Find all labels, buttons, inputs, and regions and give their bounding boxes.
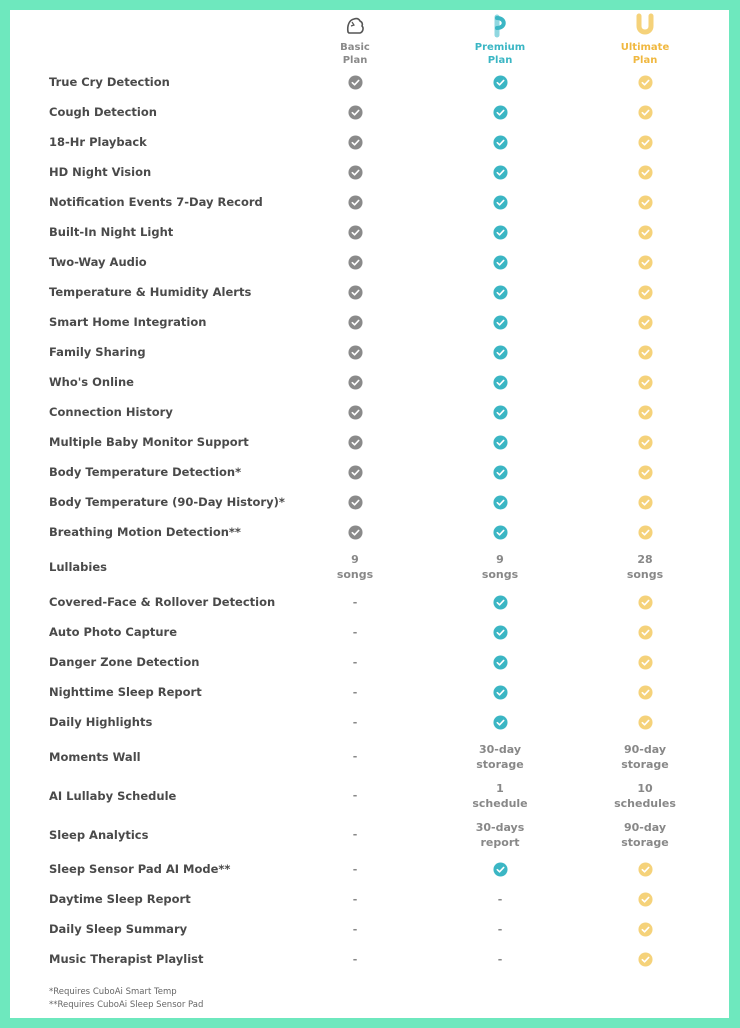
cell-ultimate xyxy=(590,217,700,247)
cell-premium xyxy=(445,587,555,617)
table-row xyxy=(10,707,729,737)
footnote-sleep-sensor: **Requires CuboAi Sleep Sensor Pad xyxy=(49,1000,204,1010)
cell-ultimate xyxy=(590,397,700,427)
cell-ultimate xyxy=(590,815,700,854)
cell-basic xyxy=(300,854,410,884)
not-included-dash: - xyxy=(352,789,358,802)
feature-name: Music Therapist Playlist xyxy=(49,952,204,966)
cell-basic xyxy=(300,397,410,427)
cell-basic xyxy=(300,487,410,517)
table-row xyxy=(10,277,729,307)
check-icon xyxy=(493,435,508,450)
table-row xyxy=(10,647,729,677)
table-row xyxy=(10,187,729,217)
check-icon xyxy=(493,285,508,300)
check-icon xyxy=(493,75,508,90)
feature-name: Multiple Baby Monitor Support xyxy=(49,435,249,449)
check-icon xyxy=(348,375,363,390)
not-included-dash: - xyxy=(352,655,358,669)
cell-basic xyxy=(300,677,410,707)
cell-ultimate xyxy=(590,337,700,367)
check-icon xyxy=(348,195,363,210)
check-icon xyxy=(638,255,653,270)
check-icon xyxy=(348,315,363,330)
cell-basic xyxy=(300,247,410,277)
table-row xyxy=(10,217,729,247)
cell-basic xyxy=(300,776,410,815)
cell-basic xyxy=(300,427,410,457)
table-row xyxy=(10,776,729,815)
feature-name: Temperature & Humidity Alerts xyxy=(49,285,252,299)
check-icon xyxy=(638,435,653,450)
not-included-dash: - xyxy=(352,952,358,966)
cell-premium xyxy=(445,97,555,127)
cell-premium xyxy=(445,457,555,487)
cell-basic xyxy=(300,277,410,307)
table-row xyxy=(10,517,729,547)
table-row xyxy=(10,307,729,337)
check-icon xyxy=(638,862,653,877)
cell-ultimate xyxy=(590,307,700,337)
cell-value: 90-day storage xyxy=(621,820,669,849)
check-icon xyxy=(348,405,363,420)
cell-ultimate xyxy=(590,517,700,547)
check-icon xyxy=(493,685,508,700)
cell-premium xyxy=(445,67,555,97)
cell-premium xyxy=(445,427,555,457)
not-included-dash: - xyxy=(352,685,358,699)
cell-premium xyxy=(445,854,555,884)
table-row xyxy=(10,337,729,367)
feature-name: Daily Highlights xyxy=(49,715,153,729)
ultimate-u-icon xyxy=(590,10,700,42)
cell-ultimate xyxy=(590,127,700,157)
table-row xyxy=(10,397,729,427)
check-icon xyxy=(348,495,363,510)
cell-premium xyxy=(445,397,555,427)
check-icon xyxy=(638,922,653,937)
cell-premium xyxy=(445,884,555,914)
feature-name: Moments Wall xyxy=(49,749,141,764)
cell-ultimate xyxy=(590,457,700,487)
feature-name: Body Temperature (90-Day History)* xyxy=(49,495,285,509)
feature-name: Lullabies xyxy=(49,560,107,574)
cell-basic xyxy=(300,737,410,776)
not-included-dash: - xyxy=(352,595,358,609)
cell-ultimate xyxy=(590,647,700,677)
check-icon xyxy=(348,225,363,240)
check-icon xyxy=(493,495,508,510)
cell-ultimate xyxy=(590,97,700,127)
cell-basic xyxy=(300,587,410,617)
table-row xyxy=(10,884,729,914)
check-icon xyxy=(638,595,653,610)
table-row xyxy=(10,67,729,97)
table-row xyxy=(10,944,729,974)
feature-name: Body Temperature Detection* xyxy=(49,465,242,479)
plan-header-ultimate xyxy=(590,10,700,67)
feature-name: Family Sharing xyxy=(49,345,146,359)
not-included-dash: - xyxy=(352,922,358,936)
check-icon xyxy=(348,465,363,480)
check-icon xyxy=(493,255,508,270)
plan-name: Ultimate Plan xyxy=(620,42,670,66)
feature-name: Covered-Face & Rollover Detection xyxy=(49,595,276,609)
table-row xyxy=(10,677,729,707)
feature-name: Sleep Analytics xyxy=(49,827,149,842)
cell-ultimate xyxy=(590,944,700,974)
check-icon xyxy=(638,75,653,90)
table-row xyxy=(10,457,729,487)
cell-ultimate xyxy=(590,247,700,277)
check-icon xyxy=(493,375,508,390)
cell-premium xyxy=(445,776,555,815)
plan-header-premium xyxy=(445,10,555,67)
check-icon xyxy=(638,465,653,480)
check-icon xyxy=(493,465,508,480)
check-icon xyxy=(638,952,653,967)
cell-basic xyxy=(300,884,410,914)
feature-name: True Cry Detection xyxy=(49,75,170,89)
table-row xyxy=(10,587,729,617)
feature-name: HD Night Vision xyxy=(49,165,152,179)
cell-ultimate xyxy=(590,587,700,617)
check-icon xyxy=(638,525,653,540)
premium-p-icon xyxy=(445,10,555,42)
not-included-dash: - xyxy=(352,828,358,841)
check-icon xyxy=(493,862,508,877)
cell-premium xyxy=(445,517,555,547)
not-included-dash: - xyxy=(497,922,503,936)
not-included-dash: - xyxy=(352,625,358,639)
cell-basic xyxy=(300,617,410,647)
cell-value: 9 songs xyxy=(336,553,374,581)
cell-value: 9 songs xyxy=(481,553,519,581)
check-icon xyxy=(493,595,508,610)
cell-premium xyxy=(445,487,555,517)
cell-basic xyxy=(300,707,410,737)
feature-name: Daily Sleep Summary xyxy=(49,922,188,936)
cell-ultimate xyxy=(590,677,700,707)
not-included-dash: - xyxy=(352,862,358,876)
cell-ultimate xyxy=(590,547,700,587)
cell-basic xyxy=(300,127,410,157)
check-icon xyxy=(493,105,508,120)
feature-name: Notification Events 7-Day Record xyxy=(49,195,263,209)
cell-value: 28 songs xyxy=(626,553,664,581)
feature-name: Built-In Night Light xyxy=(49,225,174,239)
cell-ultimate xyxy=(590,187,700,217)
check-icon xyxy=(348,135,363,150)
check-icon xyxy=(493,405,508,420)
cell-ultimate xyxy=(590,737,700,776)
cell-premium xyxy=(445,647,555,677)
cell-basic xyxy=(300,67,410,97)
feature-name: Who's Online xyxy=(49,375,134,389)
cell-basic xyxy=(300,157,410,187)
check-icon xyxy=(348,255,363,270)
cell-value: 1 schedule xyxy=(472,781,528,810)
cell-basic xyxy=(300,517,410,547)
feature-name: Breathing Motion Detection** xyxy=(49,525,241,539)
check-icon xyxy=(493,525,508,540)
check-icon xyxy=(348,105,363,120)
check-icon xyxy=(638,285,653,300)
feature-name: Daytime Sleep Report xyxy=(49,892,191,906)
check-icon xyxy=(493,625,508,640)
cell-value: 10 schedules xyxy=(614,781,676,810)
cell-premium xyxy=(445,157,555,187)
cell-value: 90-day storage xyxy=(621,742,669,771)
cell-premium xyxy=(445,337,555,367)
cell-basic xyxy=(300,217,410,247)
cell-ultimate xyxy=(590,67,700,97)
check-icon xyxy=(638,685,653,700)
check-icon xyxy=(493,715,508,730)
cell-ultimate xyxy=(590,914,700,944)
cell-premium xyxy=(445,944,555,974)
cell-value: 30-days report xyxy=(475,820,525,849)
plan-comparison-card xyxy=(10,10,729,1018)
feature-name: AI Lullaby Schedule xyxy=(49,788,177,803)
table-row xyxy=(10,247,729,277)
check-icon xyxy=(348,525,363,540)
feature-name: Cough Detection xyxy=(49,105,157,119)
check-icon xyxy=(638,715,653,730)
cell-ultimate xyxy=(590,617,700,647)
cell-premium xyxy=(445,367,555,397)
plan-name: Premium Plan xyxy=(474,42,526,66)
plan-name: Basic Plan xyxy=(340,42,370,66)
feature-name: Smart Home Integration xyxy=(49,315,207,329)
cell-basic xyxy=(300,457,410,487)
check-icon xyxy=(493,135,508,150)
cell-premium xyxy=(445,677,555,707)
not-included-dash: - xyxy=(497,952,503,966)
cell-value: 30-day storage xyxy=(476,742,524,771)
check-icon xyxy=(493,315,508,330)
check-icon xyxy=(348,345,363,360)
check-icon xyxy=(493,165,508,180)
cell-basic xyxy=(300,547,410,587)
cell-ultimate xyxy=(590,487,700,517)
table-row xyxy=(10,367,729,397)
table-row xyxy=(10,617,729,647)
cell-basic xyxy=(300,97,410,127)
not-included-dash: - xyxy=(497,892,503,906)
table-row xyxy=(10,914,729,944)
plan-header-basic xyxy=(300,10,410,67)
table-row xyxy=(10,97,729,127)
footnote-smart-temp: *Requires CuboAi Smart Temp xyxy=(49,987,177,997)
cell-ultimate xyxy=(590,854,700,884)
check-icon xyxy=(638,655,653,670)
cell-basic xyxy=(300,187,410,217)
cell-basic xyxy=(300,307,410,337)
cell-ultimate xyxy=(590,427,700,457)
check-icon xyxy=(348,75,363,90)
feature-name: Nighttime Sleep Report xyxy=(49,685,202,699)
table-row xyxy=(10,127,729,157)
check-icon xyxy=(638,345,653,360)
table-row xyxy=(10,547,729,587)
check-icon xyxy=(638,405,653,420)
cell-premium xyxy=(445,815,555,854)
check-icon xyxy=(638,195,653,210)
table-row xyxy=(10,487,729,517)
table-row xyxy=(10,737,729,776)
cell-basic xyxy=(300,367,410,397)
feature-name: Connection History xyxy=(49,405,173,419)
feature-name: 18-Hr Playback xyxy=(49,135,147,149)
check-icon xyxy=(638,225,653,240)
cell-premium xyxy=(445,707,555,737)
check-icon xyxy=(638,135,653,150)
cell-premium xyxy=(445,914,555,944)
feature-name: Auto Photo Capture xyxy=(49,625,177,639)
not-included-dash: - xyxy=(352,892,358,906)
table-row xyxy=(10,157,729,187)
not-included-dash: - xyxy=(352,750,358,763)
check-icon xyxy=(638,625,653,640)
check-icon xyxy=(493,225,508,240)
check-icon xyxy=(638,375,653,390)
check-icon xyxy=(493,195,508,210)
cell-premium xyxy=(445,547,555,587)
cell-ultimate xyxy=(590,707,700,737)
check-icon xyxy=(348,165,363,180)
table-row xyxy=(10,854,729,884)
check-icon xyxy=(348,285,363,300)
cell-basic xyxy=(300,815,410,854)
cell-premium xyxy=(445,307,555,337)
cell-basic xyxy=(300,337,410,367)
check-icon xyxy=(493,345,508,360)
feature-name: Danger Zone Detection xyxy=(49,655,200,669)
cell-premium xyxy=(445,277,555,307)
bird-icon xyxy=(300,10,410,42)
cell-premium xyxy=(445,247,555,277)
cell-ultimate xyxy=(590,277,700,307)
cell-premium xyxy=(445,217,555,247)
cell-basic xyxy=(300,914,410,944)
check-icon xyxy=(638,892,653,907)
not-included-dash: - xyxy=(352,715,358,729)
feature-name: Two-Way Audio xyxy=(49,255,147,269)
check-icon xyxy=(638,105,653,120)
table-row xyxy=(10,815,729,854)
cell-premium xyxy=(445,127,555,157)
check-icon xyxy=(638,165,653,180)
table-row xyxy=(10,427,729,457)
cell-premium xyxy=(445,617,555,647)
check-icon xyxy=(638,315,653,330)
check-icon xyxy=(348,435,363,450)
feature-name: Sleep Sensor Pad AI Mode** xyxy=(49,862,231,876)
cell-premium xyxy=(445,737,555,776)
cell-premium xyxy=(445,187,555,217)
cell-basic xyxy=(300,647,410,677)
cell-ultimate xyxy=(590,884,700,914)
cell-ultimate xyxy=(590,157,700,187)
check-icon xyxy=(638,495,653,510)
cell-ultimate xyxy=(590,367,700,397)
cell-ultimate xyxy=(590,776,700,815)
cell-basic xyxy=(300,944,410,974)
check-icon xyxy=(493,655,508,670)
